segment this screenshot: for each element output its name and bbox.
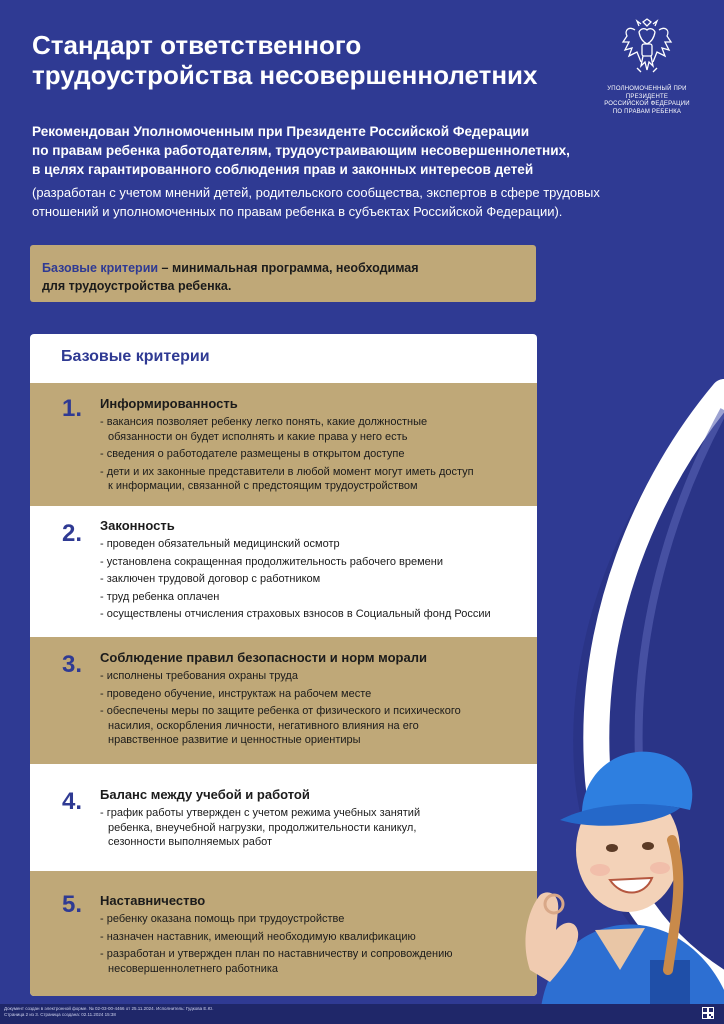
intro-line: по правам ребенка работодателям, трудоустраивающим несовершеннолетних, xyxy=(32,143,570,158)
criterion-item-line: - обеспечены меры по защите ребенка от физического и психического xyxy=(100,705,461,717)
footer-line: Страница 2 из 3. Страница создана: 02.11.2024 15:38 xyxy=(4,1012,116,1017)
intro-line: в целях гарантированного соблюдения прав и законных интересов детей xyxy=(32,162,534,177)
criterion-item-line: - вакансия позволяет ребенку легко понять, какие должностные xyxy=(100,416,428,428)
criterion-item-line: - установлена сокращенная продолжительность рабочего времени xyxy=(100,555,443,568)
emblem-caption-line: РОССИЙСКОЙ ФЕДЕРАЦИИ xyxy=(604,101,690,107)
criterion-1 xyxy=(30,383,537,506)
emblem-block xyxy=(592,18,702,116)
criterion-item xyxy=(100,465,510,494)
criterion-title: Наставничество xyxy=(100,893,206,908)
criterion-item-line: - труд ребенка оплачен xyxy=(100,590,220,603)
criterion-item-line: - заключен трудовой договор с работником xyxy=(100,573,321,585)
intro-note xyxy=(32,183,692,221)
criterion-item-line: - проведен обязательный медицинский осмотр xyxy=(100,538,340,550)
criterion-number: 2. xyxy=(62,520,83,547)
criterion-item xyxy=(100,607,510,622)
title-line: Стандарт ответственного xyxy=(32,30,362,60)
criterion-item-line: несовершеннолетнего работника xyxy=(108,962,279,975)
criterion-item-line: нравственное развитие и ценностные ориентиры xyxy=(108,734,361,746)
criterion-number: 5. xyxy=(62,891,83,918)
criterion-item xyxy=(100,669,510,684)
criterion-item xyxy=(100,590,510,605)
footer-bar xyxy=(0,1004,724,1024)
highlight-accent: Базовые критерии xyxy=(42,261,159,275)
criterion-item xyxy=(100,572,510,587)
double-headed-eagle-emblem-icon xyxy=(621,18,673,78)
criterion-4 xyxy=(30,764,537,871)
criterion-item-line: - дети и их законные представители в любой момент могут иметь доступ xyxy=(100,465,474,478)
criterion-items xyxy=(100,806,510,853)
criterion-item-line: сезонности выполняемых работ xyxy=(108,836,273,848)
criterion-item xyxy=(100,415,510,444)
criterion-3 xyxy=(30,637,537,764)
criterion-item xyxy=(100,447,510,462)
criterion-item xyxy=(100,537,510,552)
criterion-title: Соблюдение правил безопасности и норм морали xyxy=(100,650,427,665)
intro-note-line: отношений и уполномоченных по правам ребенка в субъектах Российской Федерации). xyxy=(32,204,563,219)
criterion-item-line: ребенка, внеучебной нагрузки, продолжительности каникул, xyxy=(108,821,417,834)
card-title: Базовые критерии xyxy=(61,348,210,365)
criterion-item-line: - график работы утвержден с учетом режима учебных занятий xyxy=(100,807,421,819)
criterion-items xyxy=(100,415,510,497)
footer-text xyxy=(4,1006,213,1018)
criterion-item xyxy=(100,947,510,976)
criterion-item-line: - исполнены требования охраны труда xyxy=(100,670,298,682)
criteria-definition-box xyxy=(30,245,536,302)
criterion-item-line: - ребенку оказана помощь при трудоустройстве xyxy=(100,913,345,925)
criterion-title: Баланс между учебой и работой xyxy=(100,787,310,802)
criterion-item xyxy=(100,912,510,927)
criterion-item-line: - сведения о работодателе размещены в открытом доступе xyxy=(100,448,405,460)
criteria-card xyxy=(30,334,537,996)
criterion-number: 3. xyxy=(62,651,83,678)
intro-text xyxy=(32,122,682,179)
criterion-number: 4. xyxy=(62,788,83,815)
criterion-item-line: - осуществлены отчисления страховых взносов в Социальный фонд России xyxy=(100,608,491,620)
criterion-item xyxy=(100,555,510,570)
criterion-number: 1. xyxy=(62,395,83,422)
criterion-title: Законность xyxy=(100,518,175,533)
criterion-item xyxy=(100,704,510,748)
criterion-items xyxy=(100,912,510,979)
criterion-2 xyxy=(30,506,537,637)
intro-line: Рекомендован Уполномоченным при Президенте Российской Федерации xyxy=(32,124,530,139)
criterion-item-line: насилия, оскорбления личности, негативного влияния на его xyxy=(108,719,419,732)
worker-photo xyxy=(500,720,724,1016)
footer-line: Документ создан в электронной форме. № 02-03-00-4466 от 25.11.2024. Исполнитель: Гудкова Е.Ю. xyxy=(4,1006,214,1011)
emblem-caption xyxy=(592,86,702,116)
criterion-title: Информированность xyxy=(100,396,238,411)
criterion-item xyxy=(100,806,510,850)
title-line: трудоустройства несовершеннолетних xyxy=(32,60,538,90)
criterion-item xyxy=(100,687,510,702)
page-title xyxy=(32,30,538,90)
criterion-item-line: обязанности он будет исполнять и какие права у него есть xyxy=(108,430,408,443)
criterion-item-line: - назначен наставник, имеющий необходимую квалификацию xyxy=(100,930,416,943)
criterion-item-line: - проведено обучение, инструктаж на рабочем месте xyxy=(100,687,372,700)
criterion-items xyxy=(100,537,510,625)
emblem-caption-line: ПО ПРАВАМ РЕБЕНКА xyxy=(612,108,682,115)
criterion-item xyxy=(100,930,510,945)
criterion-item-line: - разработан и утвержден план по наставничеству и сопровождению xyxy=(100,948,453,960)
highlight-text: – минимальная программа, необходимая xyxy=(158,261,419,275)
criterion-5 xyxy=(30,871,537,996)
criterion-item-line: к информации, связанной с предстоящим трудоустройством xyxy=(108,480,418,492)
criterion-items xyxy=(100,669,510,751)
qr-code-icon xyxy=(702,1007,714,1019)
intro-note-line: (разработан с учетом мнений детей, родительского сообщества, экспертов в сфере трудовых xyxy=(32,185,600,200)
highlight-text: для трудоустройства ребенка. xyxy=(42,279,232,293)
emblem-caption-line: УПОЛНОМОЧЕННЫЙ ПРИ ПРЕЗИДЕНТЕ xyxy=(607,86,687,100)
